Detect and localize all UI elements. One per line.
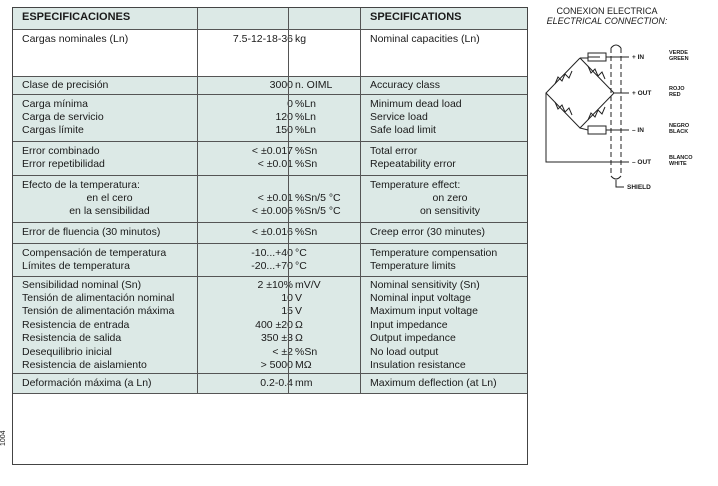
- cell-en: Output impedance: [370, 332, 456, 344]
- cell-es: Resistencia de salida: [22, 332, 122, 344]
- cell-value: 0: [287, 98, 293, 110]
- shield-label: SHIELD: [627, 184, 651, 191]
- cell-es: Error repetibilidad: [22, 158, 105, 170]
- cell-unit: kg: [295, 33, 307, 45]
- pin-color-en: RED: [669, 92, 681, 98]
- pin-color-es: BLANCO: [669, 155, 693, 161]
- cell-value: 150: [275, 124, 293, 136]
- cell-es: Desequilibrio inicial: [22, 346, 112, 358]
- row-errors: [13, 141, 527, 175]
- row-temperature-effect: [13, 175, 527, 222]
- cell-unit: %Sn/5 °C: [295, 192, 341, 204]
- cell-value: > 5000: [260, 359, 293, 371]
- row-loads: [13, 94, 527, 141]
- cell-unit: Ω: [295, 319, 303, 331]
- cell-es: Compensación de temperatura: [22, 247, 167, 259]
- cell-en: Maximum deflection (at Ln): [370, 377, 497, 389]
- pin-color-en: WHITE: [669, 161, 687, 167]
- cell-value: 2 ±10%: [257, 279, 293, 291]
- cell-es: Cargas límite: [22, 124, 84, 136]
- cell-en: Temperature limits: [370, 260, 456, 272]
- cell-es: Sensibilidad nominal (Sn): [22, 279, 142, 291]
- cell-es: Límites de temperatura: [22, 260, 130, 272]
- cell-unit: V: [295, 305, 303, 317]
- diagram-title-es: CONEXION ELECTRICA: [556, 6, 658, 16]
- row-accuracy: [13, 76, 527, 94]
- cell-en: on sensitivity: [419, 205, 481, 217]
- row-electrical: [13, 276, 527, 373]
- cell-es: Tensión de alimentación nominal: [22, 292, 175, 304]
- cell-es: Carga de servicio: [22, 111, 104, 123]
- cell-en: Nominal sensitivity (Sn): [370, 279, 480, 291]
- pin-color-es: VERDE: [669, 50, 688, 56]
- cell-en: Minimum dead load: [370, 98, 462, 110]
- diagram-title-en: ELECTRICAL CONNECTION:: [546, 16, 668, 26]
- pin-sign: + IN: [632, 54, 645, 61]
- header-en: SPECIFICATIONS: [370, 11, 462, 23]
- cell-es: Carga mínima: [22, 98, 88, 110]
- cell-value: < ±2: [272, 346, 293, 358]
- cell-es: Deformación máxima (a Ln): [22, 377, 152, 389]
- cell-unit: n. OIML: [295, 79, 333, 91]
- pin-sign: – OUT: [632, 159, 652, 166]
- pin-color-en: GREEN: [669, 56, 689, 62]
- cell-en: Maximum input voltage: [370, 305, 478, 317]
- cell-en: Repeatability error: [370, 158, 456, 170]
- cell-en: Nominal input voltage: [370, 292, 471, 304]
- cell-unit: %Sn: [295, 145, 318, 157]
- pin-sign: – IN: [632, 127, 644, 134]
- cell-value: < ±0.016: [251, 226, 293, 238]
- cell-value: 15: [281, 305, 293, 317]
- row-creep: [13, 222, 527, 243]
- cell-value: < ±0.017: [251, 145, 293, 157]
- cell-es: Cargas nominales (Ln): [22, 33, 129, 45]
- column-divider: [288, 8, 289, 394]
- cell-value: 400 ±20: [255, 319, 293, 331]
- cell-unit: %Ln: [295, 111, 317, 123]
- header-row: [13, 8, 527, 29]
- pin-color-en: BLACK: [669, 129, 689, 135]
- specifications-table: [12, 7, 528, 465]
- pin-color-es: ROJO: [669, 86, 685, 92]
- cell-unit: MΩ: [295, 359, 312, 371]
- cell-es: Resistencia de aislamiento: [22, 359, 147, 371]
- cell-es: Resistencia de entrada: [22, 319, 130, 331]
- pin-color-es: NEGRO: [669, 123, 690, 129]
- cell-unit: Ω: [295, 332, 303, 344]
- cell-unit: °C: [295, 260, 307, 272]
- cell-es: Tensión de alimentación máxima: [22, 305, 175, 317]
- column-divider: [197, 8, 198, 394]
- cell-en: on zero: [432, 192, 468, 204]
- wheatstone-bridge-icon: [532, 4, 718, 194]
- cell-value: -20...+70: [251, 260, 293, 272]
- row-temperature: [13, 243, 527, 276]
- cell-value: 3000: [269, 79, 293, 91]
- cell-unit: %Sn: [295, 226, 318, 238]
- cell-unit: mV/V: [295, 279, 321, 291]
- cell-value: -10...+40: [251, 247, 293, 259]
- cell-es: Efecto de la temperatura:: [22, 179, 140, 191]
- cell-en: Accuracy class: [370, 79, 441, 91]
- cell-unit: V: [295, 292, 303, 304]
- cell-en: Temperature compensation: [370, 247, 498, 259]
- document-code: 1004: [0, 430, 7, 446]
- cell-value: < ±0.006: [251, 205, 293, 217]
- cell-value: 7.5-12-18-36: [232, 33, 293, 45]
- cell-en: No load output: [370, 346, 439, 358]
- row-deflection: [13, 373, 527, 394]
- cell-en: Total error: [370, 145, 418, 157]
- cell-unit: %Sn/5 °C: [295, 205, 341, 217]
- cell-es: en el cero: [86, 192, 133, 204]
- column-divider: [360, 8, 361, 394]
- cell-en: Temperature effect:: [370, 179, 461, 191]
- cell-unit: mm: [295, 377, 313, 389]
- cell-value: < ±0.01: [257, 158, 293, 170]
- cell-en: Nominal capacities (Ln): [370, 33, 480, 45]
- cell-es: Error de fluencia (30 minutos): [22, 226, 161, 238]
- cell-unit: %Sn: [295, 158, 318, 170]
- cell-en: Creep error (30 minutes): [370, 226, 485, 238]
- cell-es: Error combinado: [22, 145, 100, 157]
- pin-sign: + OUT: [632, 90, 652, 97]
- cell-value: 0.2-0.4: [260, 377, 293, 389]
- row-capacity: [13, 29, 527, 76]
- cell-es: en la sensibilidad: [69, 205, 150, 217]
- cell-unit: %Sn: [295, 346, 318, 358]
- cell-en: Insulation resistance: [370, 359, 466, 371]
- electrical-connection-diagram: [532, 4, 718, 194]
- cell-value: 120: [275, 111, 293, 123]
- cell-en: Input impedance: [370, 319, 448, 331]
- cell-value: 10: [281, 292, 293, 304]
- cell-es: Clase de precisión: [22, 79, 109, 91]
- cell-en: Service load: [370, 111, 428, 123]
- header-es: ESPECIFICACIONES: [22, 11, 131, 23]
- cell-value: 350 ±3: [260, 332, 293, 344]
- cell-unit: %Ln: [295, 124, 317, 136]
- cell-unit: %Ln: [295, 98, 317, 110]
- cell-value: < ±0.01: [257, 192, 293, 204]
- cell-unit: °C: [295, 247, 307, 259]
- cell-en: Safe load limit: [370, 124, 436, 136]
